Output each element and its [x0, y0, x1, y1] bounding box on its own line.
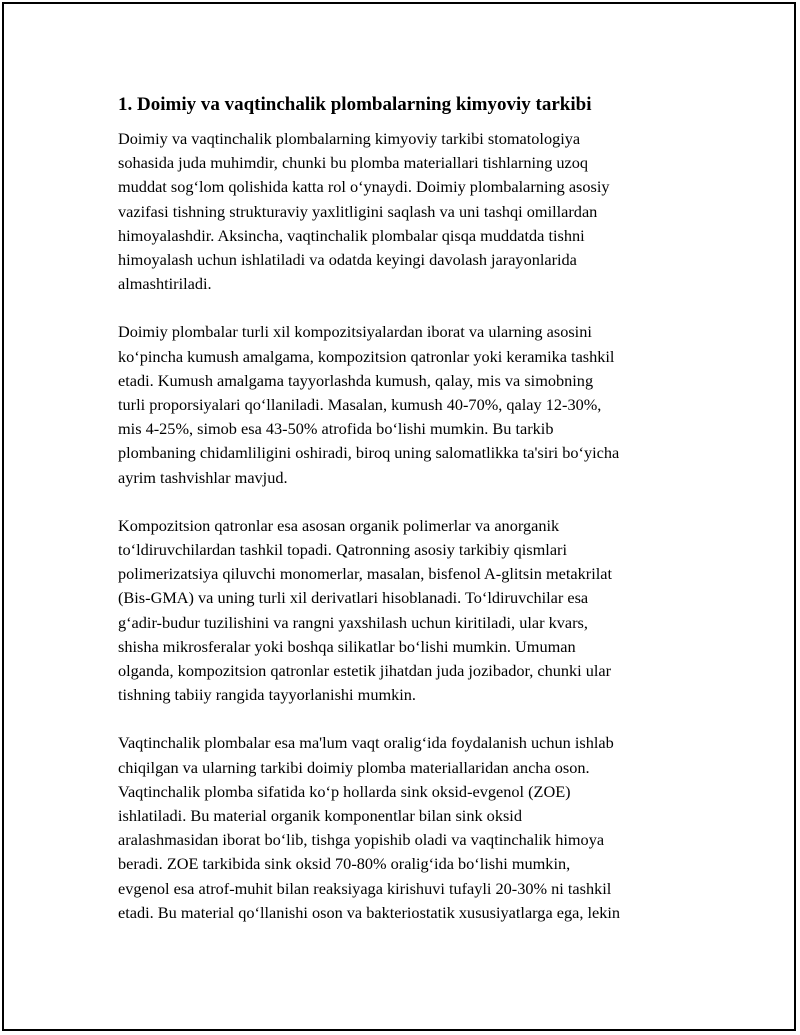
- paragraph-intro: [118, 127, 698, 296]
- paragraph-composite-resins: [118, 514, 698, 708]
- text-line: (Bis-GMA) va uning turli xil derivatlari hisoblanadi. To‘ldiruvchilar esa: [118, 588, 589, 608]
- document-body: [118, 92, 698, 949]
- text-line: ko‘pincha kumush amalgama, kompozitsion qatronlar yoki keramika tashkil: [118, 346, 615, 366]
- text-line: chiqilgan va ularning tarkibi doimiy plomba materiallaridan ancha oson.: [118, 757, 590, 777]
- text-line: Vaqtinchalik plomba sifatida ko‘p hollarda sink oksid-evgenol (ZOE): [118, 781, 571, 801]
- text-line: almashtiriladi.: [118, 274, 212, 294]
- text-line: evgenol esa atrof-muhit bilan reaksiyaga kirishuvi tufayli 20-30% ni tashkil: [118, 878, 612, 898]
- text-line: Kompozitsion qatronlar esa asosan organik polimerlar va anorganik: [118, 515, 560, 535]
- text-line: turli proporsiyalari qo‘llaniladi. Masalan, kumush 40-70%, qalay 12-30%,: [118, 395, 602, 415]
- paragraph-temporary-fillings: [118, 731, 698, 925]
- text-line: vazifasi tishning strukturaviy yaxlitligini saqlash va uni tashqi omillardan: [118, 201, 598, 221]
- text-line: Doimiy va vaqtinchalik plombalarning kimyoviy tarkibi stomatologiya: [118, 129, 581, 148]
- text-line: g‘adir-budur tuzilishini va rangni yaxshilash uchun kiritiladi, ular kvars,: [118, 612, 588, 632]
- section-heading: 1. Doimiy va vaqtinchalik plombalarning kimyoviy tarkibi: [118, 94, 592, 115]
- text-line: muddat sog‘lom qolishida katta rol o‘ynaydi. Doimiy plombalarning asosiy: [118, 177, 610, 197]
- text-line: to‘ldiruvchilardan tashkil topadi. Qatronning asosiy tarkibiy qismlari: [118, 540, 568, 560]
- text-line: ishlatiladi. Bu material organik komponentlar bilan sink oksid: [118, 806, 522, 826]
- text-line: Vaqtinchalik plombalar esa ma'lum vaqt oralig‘ida foydalanish uchun ishlab: [118, 733, 614, 753]
- paragraph-permanent-fillings: [118, 320, 698, 489]
- text-line: aralashmasidan iborat bo‘lib, tishga yopishib oladi va vaqtinchalik himoya: [118, 830, 605, 850]
- text-line: etadi. Bu material qo‘llanishi oson va bakteriostatik xususiyatlarga ega, lekin: [118, 902, 621, 922]
- text-line: sohasida juda muhimdir, chunki bu plomba materiallari tishlarning uzoq: [118, 153, 589, 173]
- text-line: plombaning chidamliligini oshiradi, biroq uning salomatlikka ta'siri bo‘yicha: [118, 443, 620, 463]
- text-line: beradi. ZOE tarkibida sink oksid 70-80% oralig‘ida bo‘lishi mumkin,: [118, 854, 571, 874]
- text-line: polimerizatsiya qiluvchi monomerlar, masalan, bisfenol A-glitsin metakrilat: [118, 564, 612, 584]
- text-line: olganda, kompozitsion qatronlar estetik jihatdan juda jozibador, chunki ular: [118, 661, 612, 681]
- text-line: himoyalash uchun ishlatiladi va odatda keyingi davolash jarayonlarida: [118, 250, 577, 270]
- text-line: mis 4-25%, simob esa 43-50% atrofida bo‘lishi mumkin. Bu tarkib: [118, 419, 554, 439]
- text-line: tishning tabiiy rangida tayyorlanishi mumkin.: [118, 685, 416, 705]
- text-line: himoyalashdir. Aksincha, vaqtinchalik plombalar qisqa muddatda tishni: [118, 225, 585, 245]
- text-line: Doimiy plombalar turli xil kompozitsiyalardan iborat va ularning asosini: [118, 322, 592, 342]
- text-line: ayrim tashvishlar mavjud.: [118, 467, 288, 487]
- text-line: etadi. Kumush amalgama tayyorlashda kumush, qalay, mis va simobning: [118, 370, 594, 390]
- text-line: shisha mikrosferalar yoki boshqa silikatlar bo‘lishi mumkin. Umuman: [118, 636, 576, 656]
